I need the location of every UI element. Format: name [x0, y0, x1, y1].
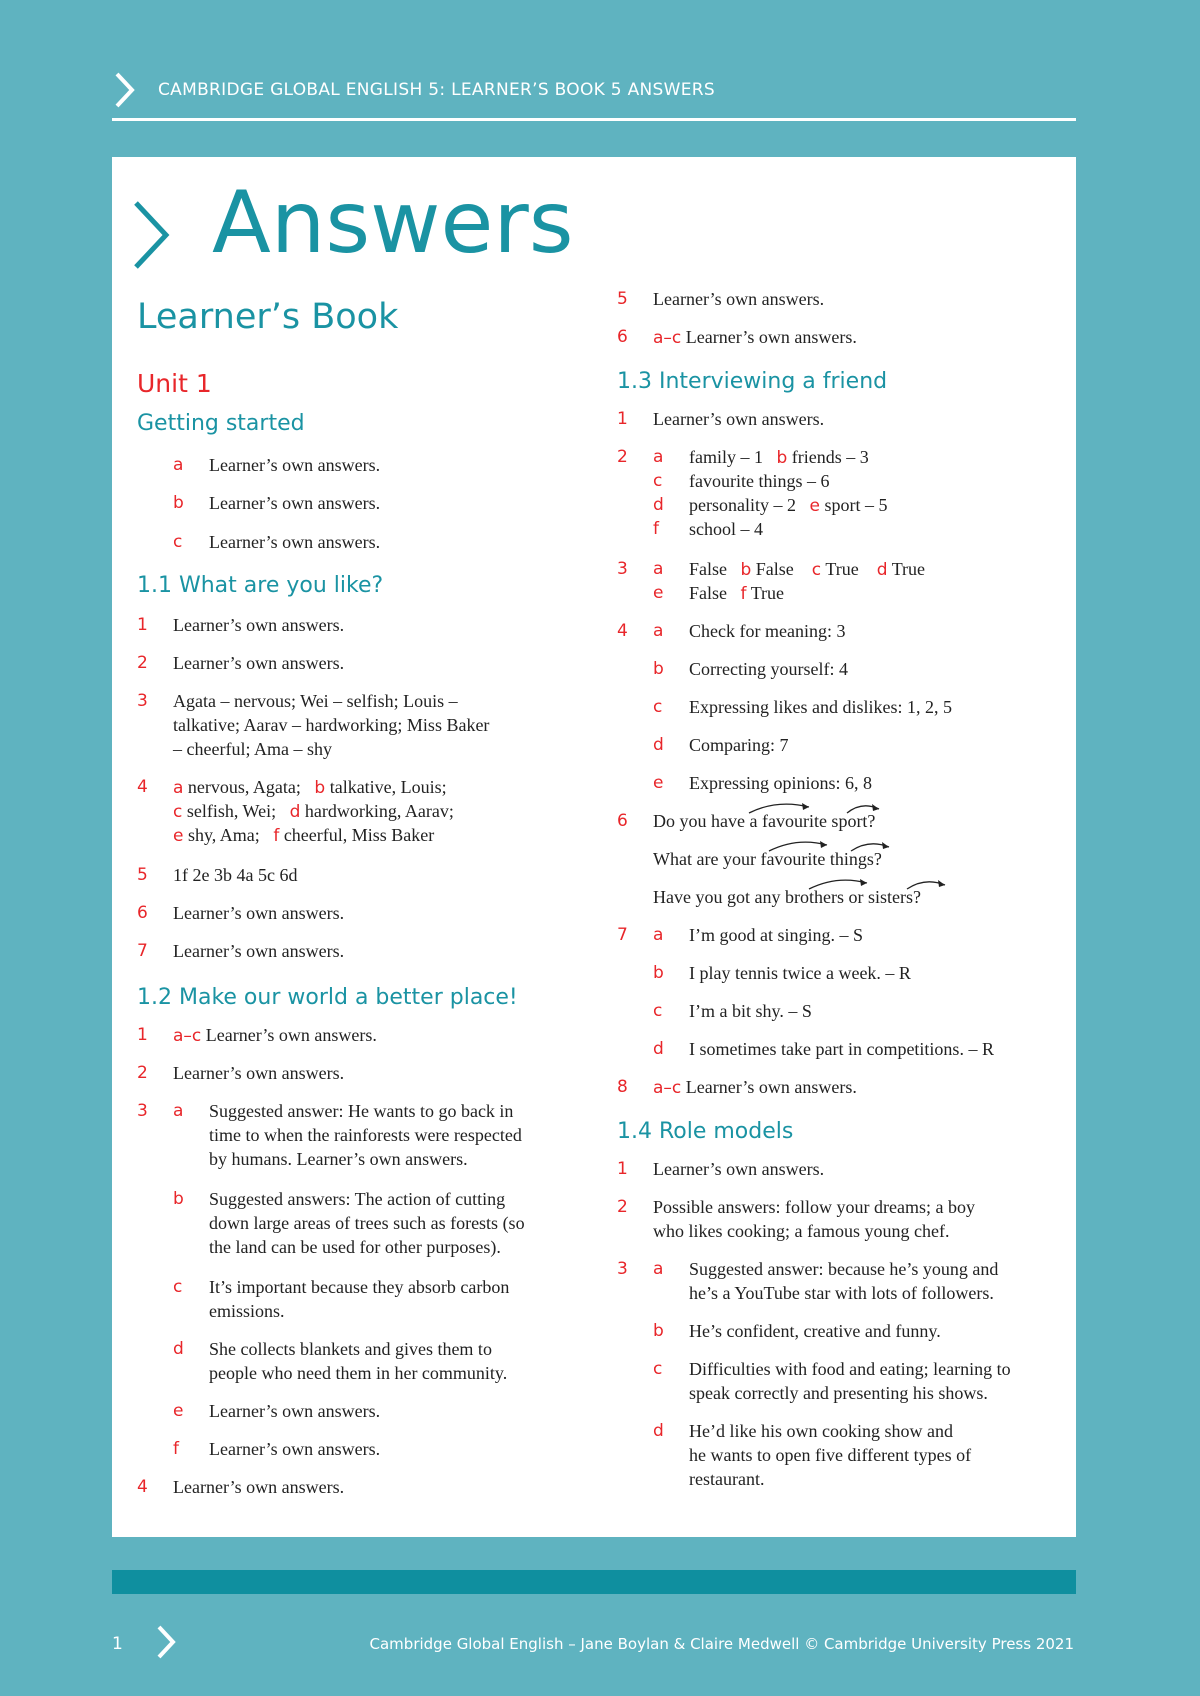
item-text: a–c Learner’s own answers. — [653, 327, 857, 348]
unit-heading: Unit 1 — [137, 369, 212, 398]
item-text: who likes cooking; a famous young chef. — [653, 1221, 950, 1241]
item-text: Learner’s own answers. — [173, 1063, 345, 1083]
item-number: 1 — [137, 1025, 148, 1045]
item-letter: c — [173, 532, 183, 552]
page-header — [112, 70, 1076, 120]
item-letter: d — [173, 1339, 184, 1359]
item-number: 5 — [617, 289, 628, 309]
item-text: Learner’s own answers. — [209, 455, 381, 475]
item-number: 5 — [137, 865, 148, 885]
item-text: restaurant. — [689, 1469, 765, 1489]
item-text: a–c Learner’s own answers. — [653, 1077, 857, 1098]
item-letter: a — [173, 455, 184, 475]
item-letter: a — [653, 447, 664, 467]
item-text: Learner’s own answers. — [653, 409, 825, 429]
item-text: Comparing: 7 — [689, 735, 789, 755]
item-letter: b — [653, 963, 664, 983]
linking-arrows-icon — [767, 835, 917, 855]
item-number: 4 — [617, 621, 628, 641]
item-letter: f — [173, 1439, 179, 1459]
item-text: What are your favourite things? — [653, 849, 882, 869]
item-text: Learner’s own answers. — [653, 1159, 825, 1179]
item-number: 1 — [617, 1159, 628, 1179]
item-text: False f True — [689, 583, 785, 604]
item-text: I’m a bit shy. – S — [689, 1001, 812, 1021]
item-text: c selfish, Wei; d hardworking, Aarav; — [173, 801, 454, 822]
item-letter: c — [653, 471, 663, 491]
item-text: speak correctly and presenting his shows. — [689, 1383, 988, 1403]
item-text: Have you got any brothers or sisters? — [653, 887, 921, 907]
section-heading-1-1: 1.1 What are you like? — [137, 573, 384, 598]
item-text: He’s confident, creative and funny. — [689, 1321, 941, 1341]
item-text: time to when the rainforests were respected — [209, 1125, 522, 1145]
item-text: Difficulties with food and eating; learning to — [689, 1359, 1011, 1379]
item-text: Learner’s own answers. — [209, 1401, 381, 1421]
item-number: 3 — [137, 691, 148, 711]
section-heading-1-4: 1.4 Role models — [617, 1119, 794, 1144]
book-heading: Learner’s Book — [137, 297, 399, 337]
item-number: 7 — [617, 925, 628, 945]
item-text: Suggested answers: The action of cutting — [209, 1189, 506, 1209]
item-number: 6 — [137, 903, 148, 923]
item-text: Suggested answer: because he’s young and — [689, 1259, 999, 1279]
item-letter: a — [653, 1259, 664, 1279]
item-text: personality – 2 e sport – 5 — [689, 495, 888, 516]
header-divider — [112, 118, 1076, 121]
item-letter: c — [653, 1001, 663, 1021]
page-title-text: Answers — [212, 173, 574, 273]
item-letter: c — [653, 1359, 663, 1379]
item-text: by humans. Learner’s own answers. — [209, 1149, 468, 1169]
footer-bar — [112, 1570, 1076, 1594]
item-number: 2 — [617, 447, 628, 467]
item-text: Learner’s own answers. — [653, 289, 825, 309]
item-letter: a — [653, 559, 664, 579]
item-number: 7 — [137, 941, 148, 961]
footer-credit: Cambridge Global English – Jane Boylan & Claire Medwell © Cambridge University Press 2021 — [369, 1635, 1074, 1653]
item-text: Possible answers: follow your dreams; a boy — [653, 1197, 975, 1217]
header-title: CAMBRIDGE GLOBAL ENGLISH 5: LEARNER’S BOOK 5 ANSWERS — [158, 80, 716, 100]
item-letter: c — [173, 1277, 183, 1297]
item-text: It’s important because they absorb carbon — [209, 1277, 510, 1297]
item-text: Learner’s own answers. — [209, 1439, 381, 1459]
item-number: 3 — [617, 1259, 628, 1279]
item-number: 6 — [617, 327, 628, 347]
item-text: he wants to open five different types of — [689, 1445, 972, 1465]
chevron-right-icon — [155, 1623, 177, 1661]
item-letter: e — [653, 583, 664, 603]
item-text: Learner’s own answers. — [173, 941, 345, 961]
linking-arrows-icon — [807, 873, 967, 893]
item-number: 4 — [137, 777, 148, 797]
item-text: Learner’s own answers. — [209, 532, 381, 552]
item-text: I’m good at singing. – S — [689, 925, 863, 945]
item-letter: a — [173, 1101, 184, 1121]
item-text: Expressing opinions: 6, 8 — [689, 773, 872, 793]
item-text: She collects blankets and gives them to — [209, 1339, 492, 1359]
item-text: a nervous, Agata; b talkative, Louis; — [173, 777, 447, 798]
item-number: 3 — [137, 1101, 148, 1121]
item-letter: c — [653, 697, 663, 717]
item-letter: b — [653, 659, 664, 679]
item-text: I play tennis twice a week. – R — [689, 963, 911, 983]
item-text: Learner’s own answers. — [173, 615, 345, 635]
section-heading-1-3: 1.3 Interviewing a friend — [617, 369, 888, 394]
item-letter: e — [653, 773, 664, 793]
item-text: Agata – nervous; Wei – selfish; Louis – — [173, 691, 458, 711]
item-letter: f — [653, 519, 659, 539]
page-number: 1 — [112, 1634, 123, 1654]
section-heading-1-2: 1.2 Make our world a better place! — [137, 985, 518, 1010]
item-letter: a — [653, 925, 664, 945]
item-text: False b False c True d True — [689, 559, 926, 580]
item-text: family – 1 b friends – 3 — [689, 447, 869, 468]
item-text: Learner’s own answers. — [173, 903, 345, 923]
item-text: he’s a YouTube star with lots of followers. — [689, 1283, 994, 1303]
chevron-right-icon — [112, 70, 138, 110]
item-text: 1f 2e 3b 4a 5c 6d — [173, 865, 298, 885]
item-text: talkative; Aarav – hardworking; Miss Baker — [173, 715, 490, 735]
item-number: 2 — [137, 1063, 148, 1083]
item-text: Correcting yourself: 4 — [689, 659, 848, 679]
item-text: Expressing likes and dislikes: 1, 2, 5 — [689, 697, 952, 717]
item-letter: b — [653, 1321, 664, 1341]
item-letter: e — [173, 1401, 184, 1421]
chevron-right-icon — [132, 199, 172, 271]
item-text: the land can be used for other purposes). — [209, 1237, 501, 1257]
item-number: 1 — [617, 409, 628, 429]
item-letter: a — [653, 621, 664, 641]
item-text: He’d like his own cooking show and — [689, 1421, 953, 1441]
item-letter: d — [653, 1421, 664, 1441]
item-text: down large areas of trees such as forests (so — [209, 1213, 525, 1233]
item-text: favourite things – 6 — [689, 471, 830, 491]
item-text: Suggested answer: He wants to go back in — [209, 1101, 514, 1121]
item-number: 2 — [617, 1197, 628, 1217]
item-letter: d — [653, 1039, 664, 1059]
item-text: people who need them in her community. — [209, 1363, 508, 1383]
item-number: 1 — [137, 615, 148, 635]
item-text: Check for meaning: 3 — [689, 621, 846, 641]
item-letter: b — [173, 493, 184, 513]
item-text: a–c Learner’s own answers. — [173, 1025, 377, 1046]
item-number: 8 — [617, 1077, 628, 1097]
answers-panel — [112, 157, 1076, 1537]
item-number: 4 — [137, 1477, 148, 1497]
item-number: 6 — [617, 811, 628, 831]
section-heading-getting-started: Getting started — [137, 411, 305, 436]
item-text: Do you have a favourite sport? — [653, 811, 876, 831]
linking-arrows-icon — [747, 797, 897, 817]
item-text: – cheerful; Ama – shy — [173, 739, 332, 759]
item-letter: d — [653, 735, 664, 755]
item-number: 2 — [137, 653, 148, 673]
item-text: school – 4 — [689, 519, 763, 539]
item-letter: d — [653, 495, 664, 515]
item-text: Learner’s own answers. — [209, 493, 381, 513]
item-letter: b — [173, 1189, 184, 1209]
item-text: I sometimes take part in competitions. – R — [689, 1039, 994, 1059]
item-text: e shy, Ama; f cheerful, Miss Baker — [173, 825, 435, 846]
item-text: Learner’s own answers. — [173, 1477, 345, 1497]
item-text: emissions. — [209, 1301, 285, 1321]
item-text: Learner’s own answers. — [173, 653, 345, 673]
item-number: 3 — [617, 559, 628, 579]
